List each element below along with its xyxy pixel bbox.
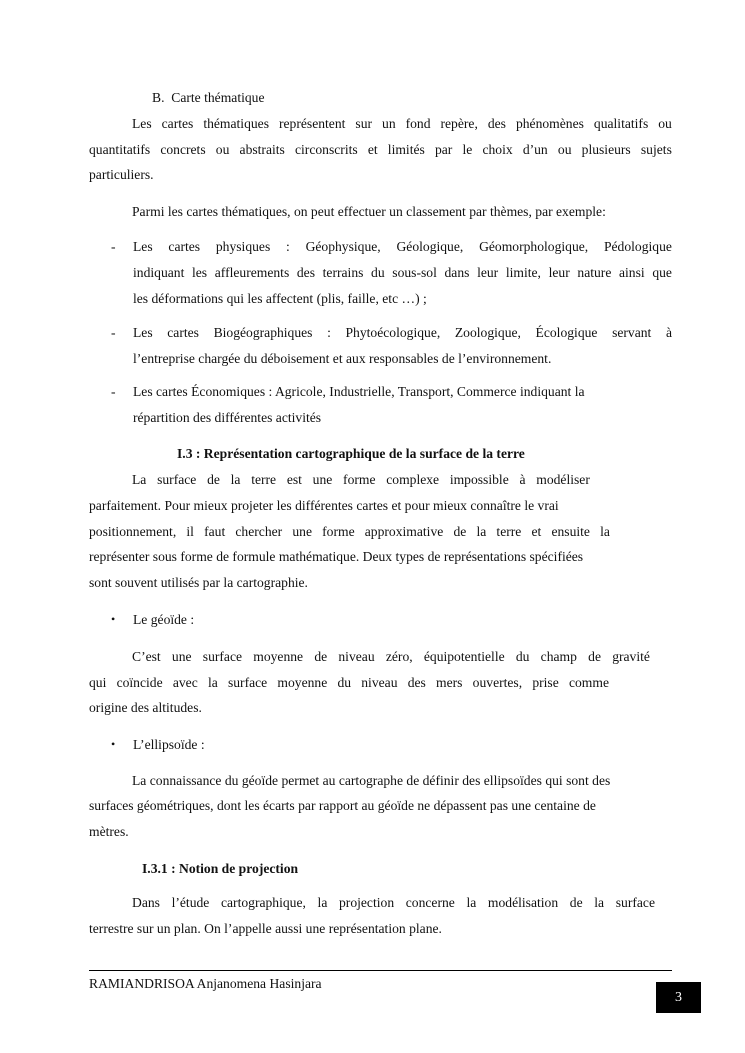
paragraph-line: quantitatifs concrets ou abstraits circonscrits et limités par le choix d’un ou plusieurs sujets bbox=[89, 142, 672, 157]
list-dash-marker: - bbox=[111, 239, 116, 254]
page-number-box bbox=[656, 982, 701, 1013]
list-item-line: Les cartes Biogéographiques : Phytoécologique, Zoologique, Écologique servant à bbox=[133, 325, 672, 340]
bullet-dot-marker: • bbox=[111, 612, 116, 626]
geoide-label: Le géoïde : bbox=[133, 612, 195, 627]
paragraph-line: La connaissance du géoïde permet au cartographe de définir des ellipsoïdes qui sont des bbox=[132, 773, 611, 788]
list-item-line: les déformations qui les affectent (plis, faille, etc …) ; bbox=[133, 291, 427, 306]
list-item-line: répartition des différentes activités bbox=[133, 410, 322, 425]
list-item-line: Les cartes physiques : Géophysique, Géologique, Géomorphologique, Pédologique bbox=[133, 239, 672, 254]
paragraph-line: parfaitement. Pour mieux projeter les différentes cartes et pour mieux connaître le vrai bbox=[89, 498, 559, 513]
paragraph-line: positionnement, il faut chercher une forme approximative de la terre et ensuite la bbox=[89, 524, 610, 539]
bullet-dot-marker: • bbox=[111, 737, 116, 751]
paragraph-line: sont souvent utilisés par la cartographie. bbox=[89, 575, 308, 590]
footer-divider bbox=[89, 970, 672, 971]
ellipsoide-label: L’ellipsoïde : bbox=[133, 737, 205, 752]
list-dash-marker: - bbox=[111, 325, 116, 340]
list-item-line: l’entreprise chargée du déboisement et aux responsables de l’environnement. bbox=[133, 351, 552, 366]
paragraph-line: représenter sous forme de formule mathématique. Deux types de représentations spécifiées bbox=[89, 549, 584, 564]
paragraph-line: qui coïncide avec la surface moyenne du niveau des mers ouvertes, prise comme bbox=[89, 675, 609, 690]
paragraph-line: origine des altitudes. bbox=[89, 700, 202, 715]
paragraph-line: surfaces géométriques, dont les écarts par rapport au géoïde ne dépassent pas une centaine de bbox=[89, 798, 596, 813]
footer-author: RAMIANDRISOA Anjanomena Hasinjara bbox=[89, 976, 322, 991]
paragraph-line: C’est une surface moyenne de niveau zéro, équipotentielle du champ de gravité bbox=[132, 649, 650, 664]
paragraph-line: Dans l’étude cartographique, la projection concerne la modélisation de la surface bbox=[132, 895, 655, 910]
paragraph-line: mètres. bbox=[89, 824, 129, 839]
list-item-line: indiquant les affleurements des terrains du sous-sol dans leur limite, leur nature ainsi que bbox=[133, 265, 672, 280]
list-item-line: Les cartes Économiques : Agricole, Industrielle, Transport, Commerce indiquant la bbox=[133, 384, 585, 399]
paragraph-line: particuliers. bbox=[89, 167, 154, 182]
section-heading-b: B. Carte thématique bbox=[152, 90, 265, 105]
section-heading-i31: I.3.1 : Notion de projection bbox=[142, 861, 299, 876]
paragraph-line: La surface de la terre est une forme complexe impossible à modéliser bbox=[132, 472, 590, 487]
section-heading-i3: I.3 : Représentation cartographique de la surface de la terre bbox=[177, 446, 525, 461]
page-number: 3 bbox=[675, 989, 682, 1005]
paragraph-line: Les cartes thématiques représentent sur un fond repère, des phénomènes qualitatifs ou bbox=[132, 116, 672, 131]
paragraph-line: Parmi les cartes thématiques, on peut effectuer un classement par thèmes, par exemple: bbox=[132, 204, 606, 219]
paragraph-line: terrestre sur un plan. On l’appelle aussi une représentation plane. bbox=[89, 921, 442, 936]
list-dash-marker: - bbox=[111, 384, 116, 399]
